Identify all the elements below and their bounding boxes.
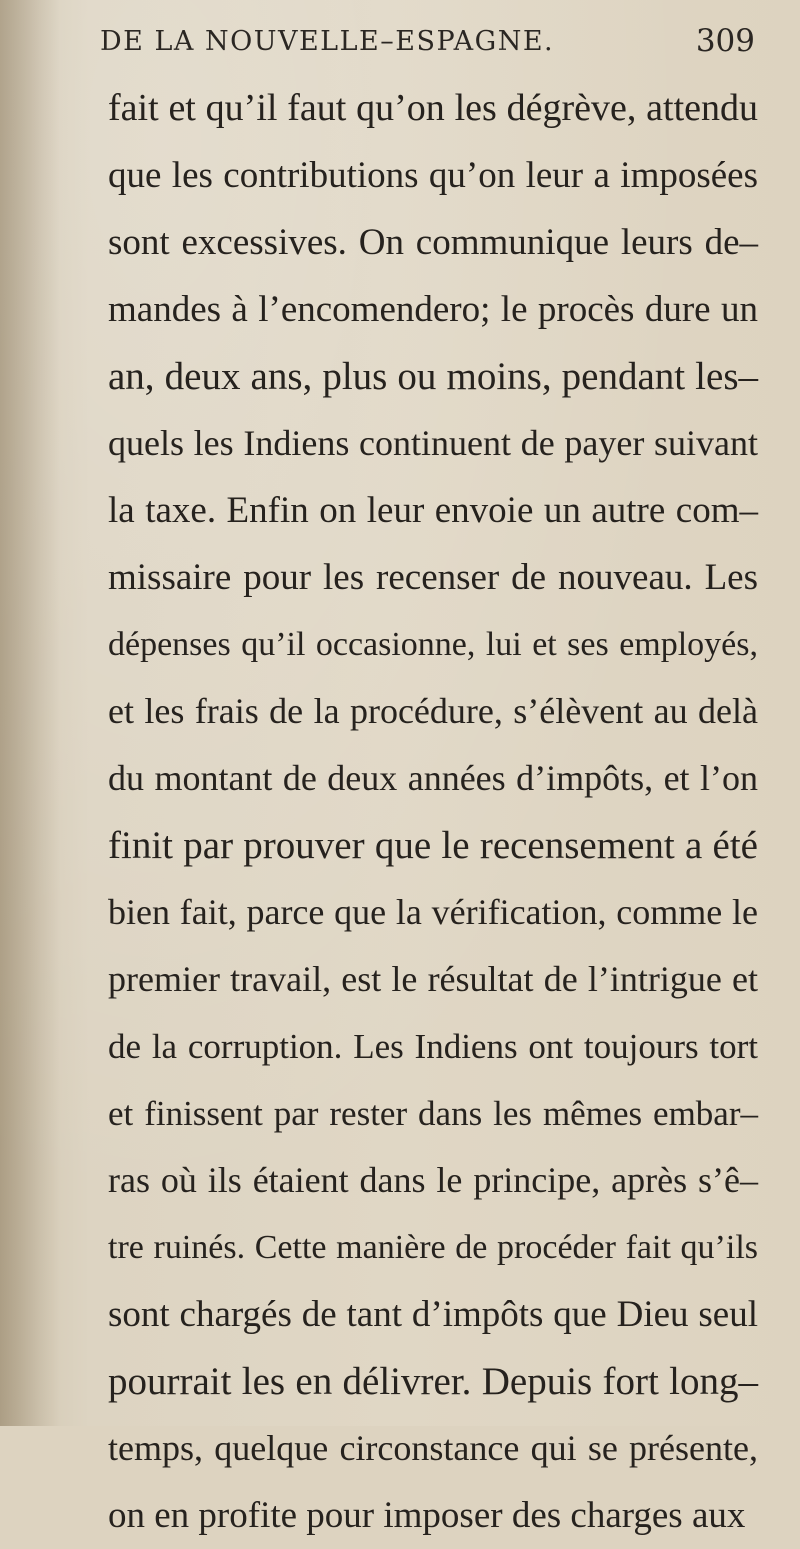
text-line: an, deux ans, plus ou moins, pendant les– <box>108 355 758 398</box>
text-line: dépenses qu’il occasionne, lui et ses employés, <box>108 626 758 663</box>
text-line: temps, quelque circonstance qui se présente, <box>108 1428 758 1468</box>
text-line: finit par prouver que le recensement a été <box>108 824 758 867</box>
body-text <box>108 75 758 1549</box>
text-line: pourrait les en délivrer. Depuis fort long– <box>108 1360 758 1403</box>
text-line: et les frais de la procédure, s’élèvent au delà <box>108 691 758 731</box>
text-line: que les contributions qu’on leur a imposées <box>108 155 758 196</box>
text-line: de la corruption. Les Indiens ont toujours tort <box>108 1027 758 1066</box>
text-line: missaire pour les recenser de nouveau. Les <box>108 557 758 598</box>
text-line: fait et qu’il faut qu’on les dégrève, attendu <box>108 87 758 129</box>
text-line: ras où ils étaient dans le principe, après s’ê– <box>108 1160 758 1200</box>
text-line: sont excessives. On communique leurs de– <box>108 222 758 263</box>
page-number: 309 <box>695 23 755 59</box>
text-line: premier travail, est le résultat de l’intrigue et <box>108 959 758 999</box>
text-line: et finissent par rester dans les mêmes embar– <box>108 1094 758 1133</box>
text-line: la taxe. Enfin on leur envoie un autre com– <box>108 490 758 531</box>
text-line: mandes à l’encomendero; le procès dure un <box>108 289 758 330</box>
text-line: tre ruinés. Cette manière de procéder fait qu’ils <box>108 1229 758 1266</box>
text-line: du montant de deux années d’impôts, et l’on <box>108 758 758 798</box>
page-edge-shadow <box>0 0 60 1426</box>
text-line: quels les Indiens continuent de payer suivant <box>108 423 758 463</box>
running-head: DE LA NOUVELLE–ESPAGNE. <box>100 26 555 57</box>
text-line: on en profite pour imposer des charges aux <box>108 1495 746 1536</box>
page-header <box>100 23 755 66</box>
text-line: bien fait, parce que la vérification, comme le <box>108 892 758 932</box>
text-line: sont chargés de tant d’impôts que Dieu seul <box>108 1294 758 1335</box>
